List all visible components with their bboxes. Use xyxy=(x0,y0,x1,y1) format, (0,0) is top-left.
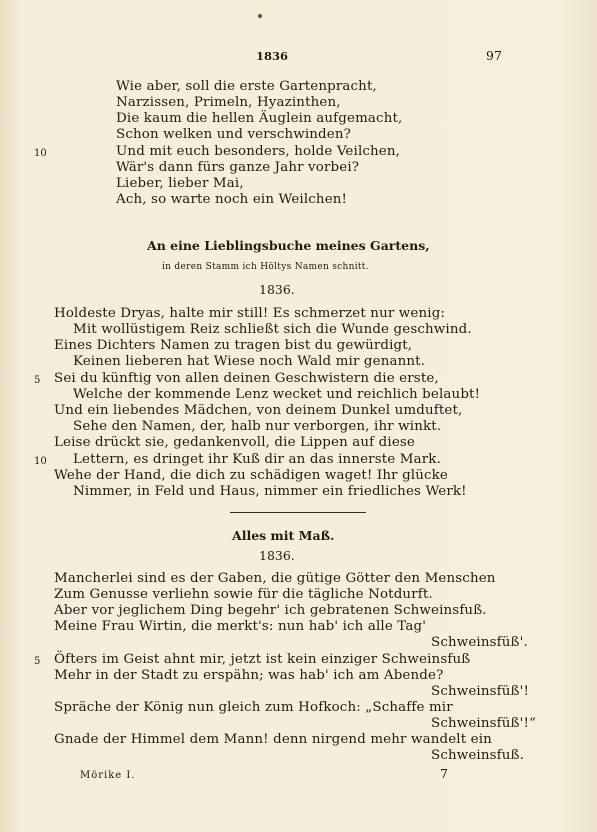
poem2-line: Wehe der Hand, die dich zu schädigen waget! Ihr glücke xyxy=(54,468,448,483)
poem1-line: Wär's dann fürs ganze Jahr vorbei? xyxy=(116,160,360,175)
poem-subtitle: in deren Stamm ich Höltys Namen schnitt. xyxy=(162,262,369,272)
poem2-line: Lettern, es dringet ihr Kuß dir an das innerste Mark. xyxy=(73,452,441,467)
poem1-line: Lieber, lieber Mai, xyxy=(116,176,244,191)
line-number: 5 xyxy=(34,375,41,386)
poem2-line: Sei du künftig von allen deinen Geschwistern die erste, xyxy=(54,371,439,386)
poem3-line: Zum Genusse verliehn sowie für die tägliche Notdurft. xyxy=(54,587,433,602)
poem1-line: Die kaum die hellen Äuglein aufgemacht, xyxy=(116,111,403,126)
poem2-line: Keinen lieberen hat Wiese noch Wald mir genannt. xyxy=(73,354,426,369)
poem3-line: Gnade der Himmel dem Mann! denn nirgend mehr wandelt ein xyxy=(54,732,492,747)
poem3-line: Mehr in der Stadt zu erspähn; was hab' ich am Abende? xyxy=(54,668,444,683)
header-year: 1836 xyxy=(256,49,289,63)
poem-year: 1836. xyxy=(259,548,295,563)
poem3-line: Öfters im Geist ahnt mir, jetzt ist kein einziger Schweinsfuß xyxy=(54,652,471,667)
section-divider xyxy=(230,512,366,513)
poem2-line: Mit wollüstigem Reiz schließt sich die Wunde geschwind. xyxy=(73,322,472,337)
poem1-line: Und mit euch besonders, holde Veilchen, xyxy=(116,144,401,159)
poem3-line-continued: Schweinsfüß'! xyxy=(431,684,529,699)
poem2-line: Nimmer, in Feld und Haus, nimmer ein friedliches Werk! xyxy=(73,484,467,499)
poem2-line: Eines Dichters Namen zu tragen bist du gewürdigt, xyxy=(54,338,413,353)
footer-signature: 7 xyxy=(440,766,448,781)
poem2-line: Holdeste Dryas, halte mir still! Es schmerzet nur wenig: xyxy=(54,306,446,321)
poem-year: 1836. xyxy=(259,282,295,297)
poem3-line: Mancherlei sind es der Gaben, die gütige Götter den Menschen xyxy=(54,571,496,586)
line-number: 10 xyxy=(34,456,47,467)
line-number: 5 xyxy=(34,656,41,667)
poem2-line: Und ein liebendes Mädchen, von deinem Dunkel umduftet, xyxy=(54,403,463,418)
poem3-line: Meine Frau Wirtin, die merkt's: nun hab' ich alle Tag' xyxy=(54,619,427,634)
poem-title: An eine Lieblingsbuche meines Gartens, xyxy=(147,238,430,253)
poem2-line: Sehe den Namen, der, halb nur verborgen, ihr winkt. xyxy=(73,419,442,434)
poem3-line-continued: Schweinsfuß. xyxy=(431,748,525,763)
line-number: 10 xyxy=(34,148,47,159)
poem1-line: Narzissen, Primeln, Hyazinthen, xyxy=(116,95,341,110)
page-number: 97 xyxy=(486,48,502,63)
footer-author: Mörike I. xyxy=(80,770,136,781)
poem1-line: Schon welken und verschwinden? xyxy=(116,127,351,142)
poem2-line: Leise drückt sie, gedankenvoll, die Lippen auf diese xyxy=(54,435,415,450)
poem1-line: Wie aber, soll die erste Gartenpracht, xyxy=(116,79,377,94)
poem1-line: Ach, so warte noch ein Weilchen! xyxy=(116,192,348,207)
poem2-line: Welche der kommende Lenz wecket und reichlich belaubt! xyxy=(73,387,481,402)
poem3-line: Aber vor jeglichem Ding begehr' ich gebratenen Schweinsfuß. xyxy=(54,603,487,618)
poem3-line-continued: Schweinsfüß'. xyxy=(431,635,528,650)
poem3-line-continued: Schweinsfüß'!“ xyxy=(431,716,536,731)
poem3-line: Spräche der König nun gleich zum Hofkoch: „Schaffe mir xyxy=(54,700,453,715)
ink-dot xyxy=(258,14,262,18)
poem-title: Alles mit Maß. xyxy=(232,528,335,543)
